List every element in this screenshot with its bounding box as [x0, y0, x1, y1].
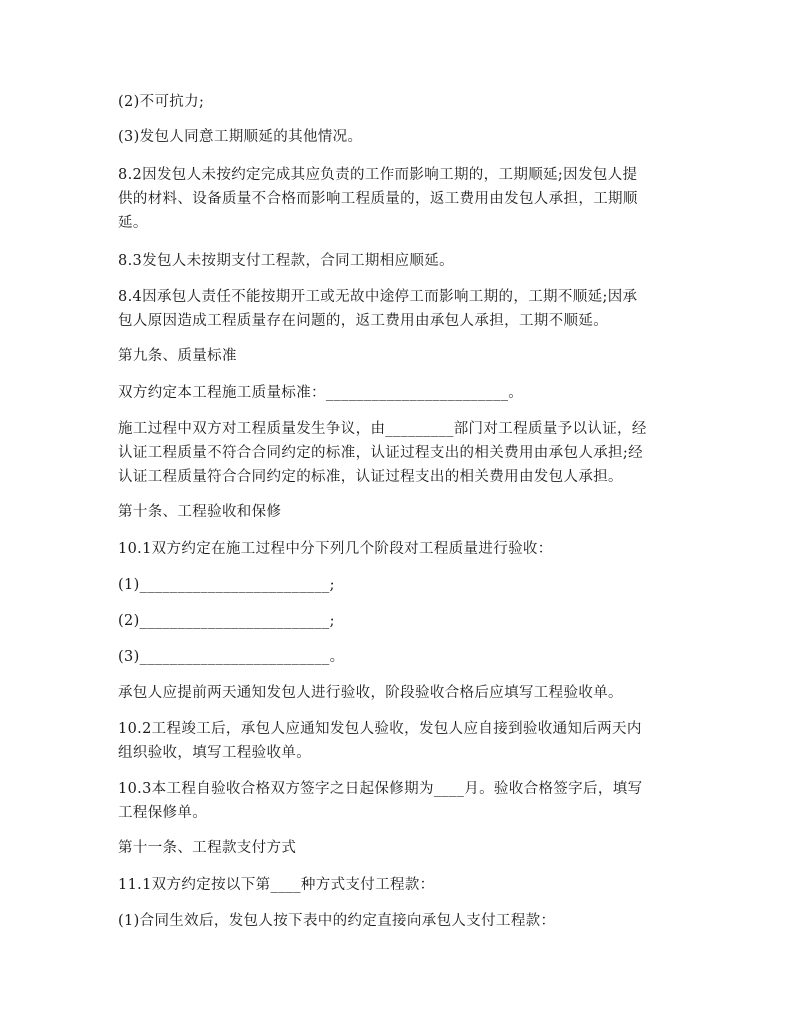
section-heading: 第十一条、工程款支付方式 [118, 840, 297, 856]
text-line: 认证工程质量不符合合同约定的标准，认证过程支出的相关费用由承包人承担;经 [118, 445, 643, 461]
text-line: 包人原因造成工程质量存在问题的，返工费用由承包人承担，工期不顺延。 [118, 313, 609, 329]
text-line: 10.3本工程自验收合格双方签字之日起保修期为____月。验收合格签字后，填写 [118, 781, 643, 797]
text-line: 延。 [118, 215, 148, 231]
text-line: 承包人应提前两天通知发包人进行验收，阶段验收合格后应填写工程验收单。 [118, 685, 623, 701]
text-line: (2)不可抗力; [118, 94, 205, 110]
text-line: 工程保修单。 [118, 805, 208, 821]
blank-field-line: (3)_________________________。 [118, 649, 345, 665]
text-line: 施工过程中双方对工程质量发生争议，由_________部门对工程质量予以认证，经 [118, 421, 647, 437]
section-heading: 第十条、工程验收和保修 [118, 504, 282, 520]
text-line: 8.4因承包人责任不能按期开工或无故中途停工而影响工期的，工期不顺延;因承 [118, 289, 638, 305]
text-line: 认证工程质量符合合同约定的标准，认证过程支出的相关费用由发包人承担。 [118, 469, 623, 485]
text-line: 组织验收，填写工程验收单。 [118, 745, 312, 761]
blank-field-line: (1)_________________________; [118, 577, 335, 593]
text-line: 8.2因发包人未按约定完成其应负责的工作而影响工期的，工期顺延;因发包人提 [118, 167, 638, 183]
text-line: 11.1双方约定按以下第____种方式支付工程款： [118, 877, 435, 893]
section-heading: 第九条、质量标准 [118, 348, 237, 364]
text-line: 10.1双方约定在施工过程中分下列几个阶段对工程质量进行验收： [118, 541, 553, 557]
text-line: 双方约定本工程施工质量标准：________________________。 [118, 385, 524, 401]
blank-field-line: (2)_________________________; [118, 613, 335, 629]
text-line: (1)合同生效后，发包人按下表中的约定直接向承包人支付工程款： [118, 913, 556, 929]
text-line: 8.3发包人未按期支付工程款，合同工期相应顺延。 [118, 253, 454, 269]
text-line: (3)发包人同意工期顺延的其他情况。 [118, 129, 363, 145]
text-line: 10.2工程竣工后，承包人应通知发包人验收，发包人应自接到验收通知后两天内 [118, 721, 642, 737]
text-line: 供的材料、设备质量不合格而影响工程质量的，返工费用由发包人承担，工期顺 [118, 191, 638, 207]
